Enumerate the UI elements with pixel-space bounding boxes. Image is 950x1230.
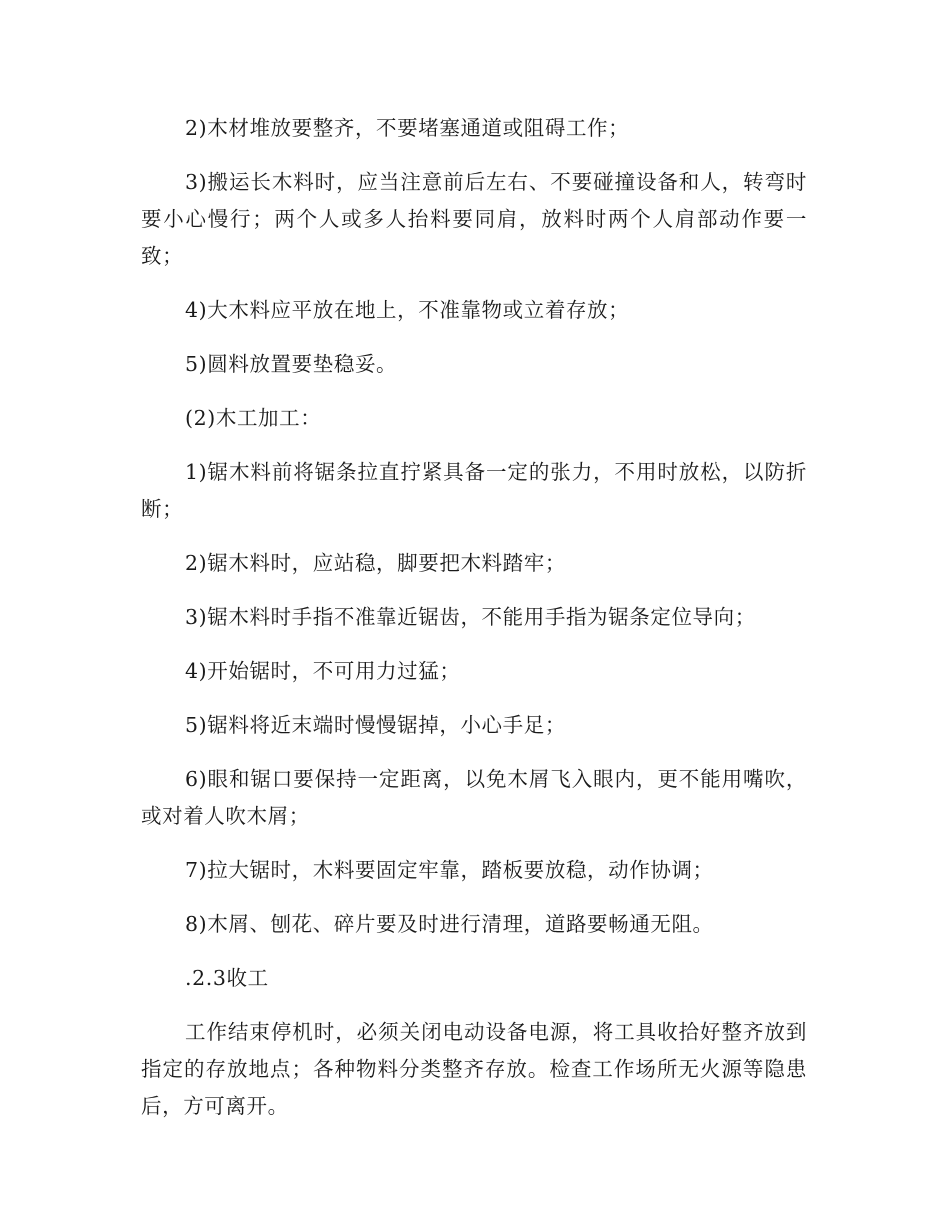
- section-heading-finish-work: .2.3收工: [185, 966, 269, 990]
- paragraph-cleanup: 8)木屑、刨花、碎片要及时进行清理，道路要畅通无阻。: [185, 912, 714, 936]
- paragraph-carrying-long-wood: 3)搬运长木料时，应当注意前后左右、不要碰撞设备和人，转弯时要小心慢行；两个人或多人抬料要同肩，放料时两个人肩部动作要一致；: [141, 170, 807, 268]
- paragraph-large-saw: 7)拉大锯时，木料要固定牢靠，踏板要放稳，动作协调；: [185, 858, 714, 882]
- paragraph-fingers-away: 3)锯木料时手指不准靠近锯齿，不能用手指为锯条定位导向；: [185, 605, 756, 629]
- paragraph-start-sawing: 4)开始锯时，不可用力过猛；: [185, 659, 461, 683]
- paragraph-round-wood: 5)圆料放置要垫稳妥。: [185, 352, 398, 376]
- paragraph-shutdown-procedure: 工作结束停机时，必须关闭电动设备电源，将工具收拾好整齐放到指定的存放地点；各种物料分类整齐存放。检查工作场所无火源等隐患后，方可离开。: [141, 1020, 807, 1118]
- paragraph-eye-distance: 6)眼和锯口要保持一定距离，以免木屑飞入眼内，更不能用嘴吹，或对着人吹木屑；: [141, 767, 807, 828]
- section-heading-woodworking: (2)木工加工：: [185, 406, 322, 430]
- paragraph-large-wood-storage: 4)大木料应平放在地上，不准靠物或立着存放；: [185, 298, 630, 322]
- paragraph-near-end: 5)锯料将近末端时慢慢锯掉，小心手足；: [185, 713, 566, 737]
- document-body: [141, 110, 807, 1142]
- paragraph-saw-blade-tension: 1)锯木料前将锯条拉直拧紧具备一定的张力，不用时放松，以防折断；: [141, 460, 807, 521]
- paragraph-stand-steady: 2)锯木料时，应站稳，脚要把木料踏牢；: [185, 551, 566, 575]
- paragraph-wood-stacking: 2)木材堆放要整齐，不要堵塞通道或阻碍工作；: [185, 116, 630, 140]
